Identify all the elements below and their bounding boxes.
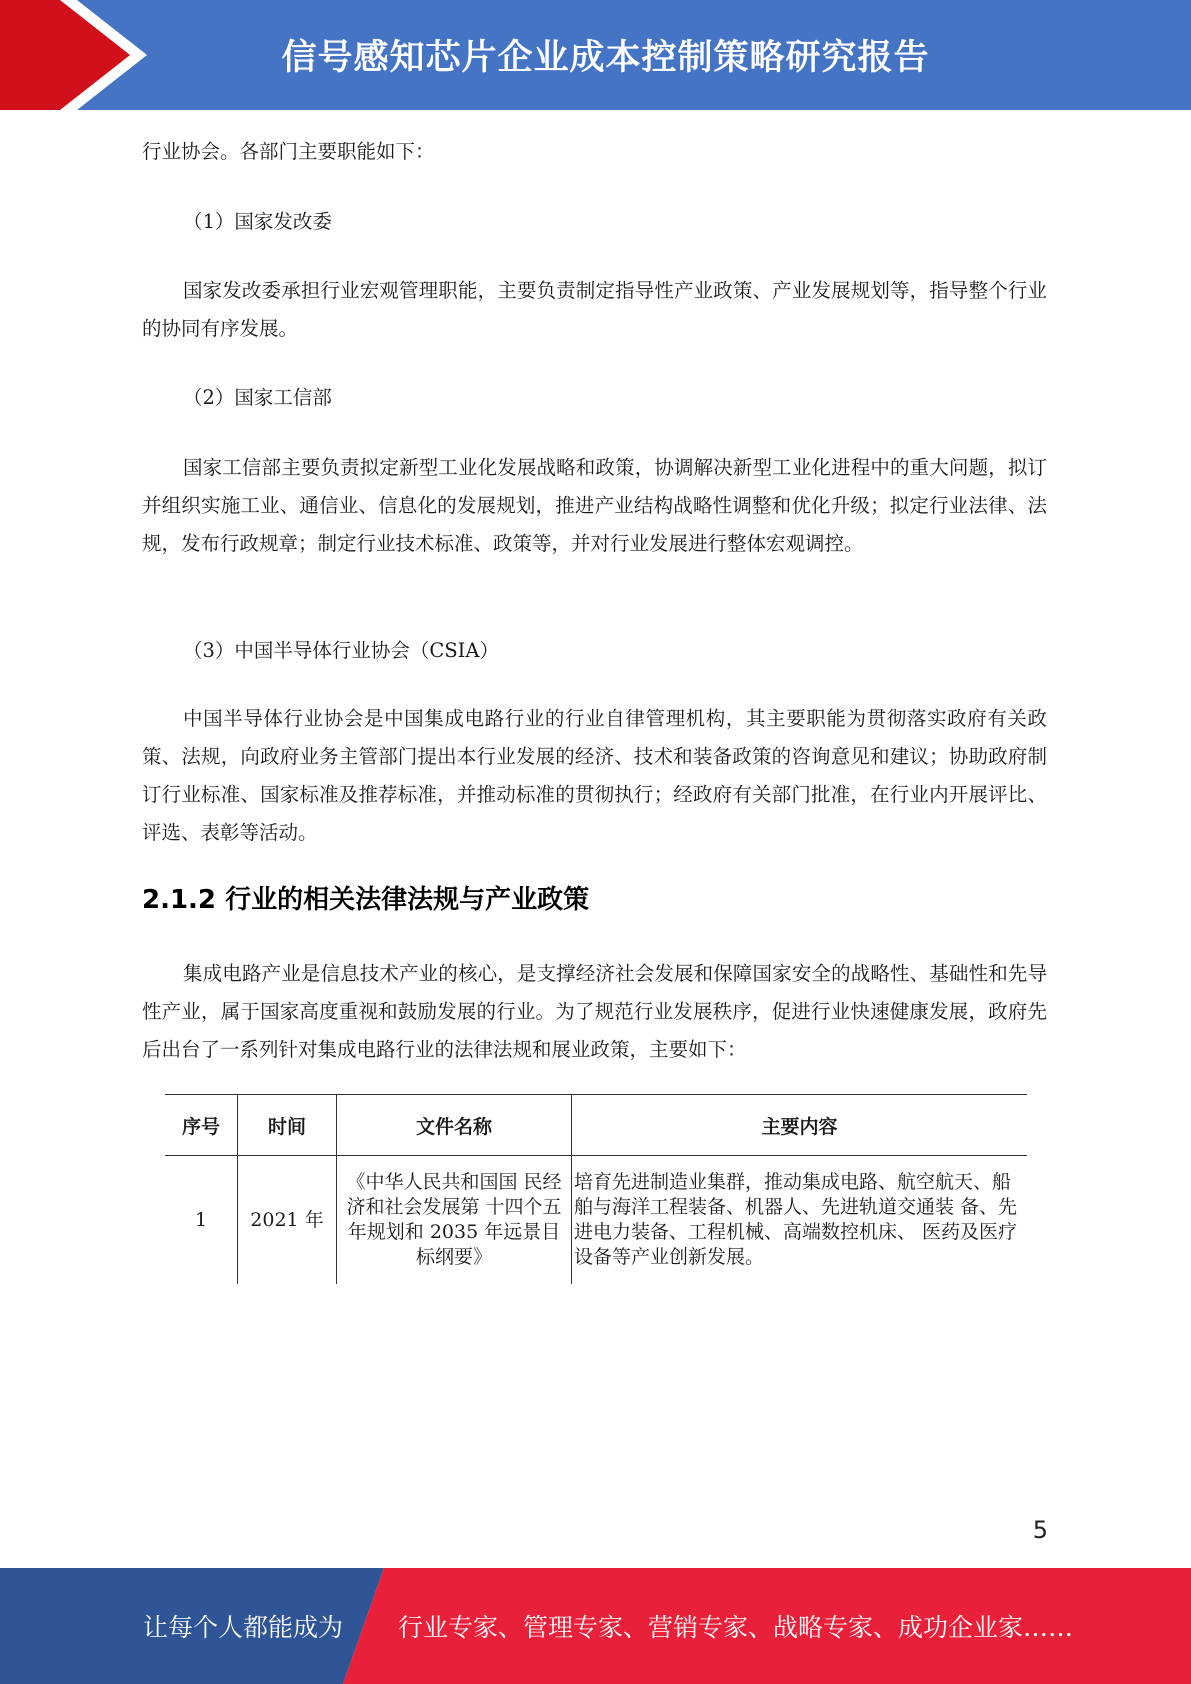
policy-table: [165, 1094, 1027, 1284]
col-header-doc: 文件名称: [337, 1095, 572, 1156]
report-title: 信号感知芯片企业成本控制策略研究报告: [281, 38, 930, 78]
cell-doc: 《中华人民共和国国 民经济和社会发展第 十四个五年规划和 2035 年远景目标纲要》: [337, 1156, 572, 1285]
col-header-content: 主要内容: [572, 1095, 1028, 1156]
item-heading-csia: （3）中国半导体行业协会（CSIA）: [183, 639, 499, 662]
item-text-csia: 中国半导体行业协会是中国集成电路行业的行业自律管理机构，其主要职能为贯彻落实政府有关政策、法规，向政府业务主管部门提出本行业发展的经济、技术和装备政策的咨询意见和建议；协助政府制订行业标准、国家标准及推荐标准，并推动标准的贯彻执行；经政府有关部门批准，在行业内开展评比、评选、表彰等活动。: [142, 707, 1047, 844]
section-text: 集成电路产业是信息技术产业的核心，是支撑经济社会发展和保障国家安全的战略性、基础性和先导性产业，属于国家高度重视和鼓励发展的行业。为了规范行业发展秩序，促进行业快速健康发展，政府先后出台了一系列针对集成电路行业的法律法规和展业政策，主要如下：: [142, 962, 1047, 1061]
cell-no: 1: [194, 1208, 208, 1231]
cell-content: 培育先进制造业集群，推动集成电路、航空航天、船舶与海洋工程装备、机器人、先进轨道交通装 备、先进电力装备、工程机械、高端数控机床、 医药及医疗设备等产业创新发展。: [572, 1156, 1028, 1285]
table-row: [165, 1156, 1027, 1285]
item-text-ndrc: 国家发改委承担行业宏观管理职能，主要负责制定指导性产业政策、产业发展规划等，指导整个行业的协同有序发展。: [142, 279, 1047, 340]
item-heading-miit: （2）国家工信部: [183, 386, 332, 409]
section-heading: 2.1.2 行业的相关法律法规与产业政策: [142, 885, 590, 915]
item-heading-ndrc: （1）国家发改委: [183, 210, 332, 233]
intro-text: 行业协会。各部门主要职能如下：: [142, 140, 435, 163]
col-header-no: 序号: [165, 1095, 238, 1156]
item-text-miit: 国家工信部主要负责拟定新型工业化发展战略和政策，协调解决新型工业化进程中的重大问题，拟订并组织实施工业、通信业、信息化的发展规划，推进产业结构战略性调整和优化升级；拟定行业法律、法规，发布行政规章；制定行业技术标准、政策等，并对行业发展进行整体宏观调控。: [142, 456, 1047, 555]
col-header-time: 时间: [238, 1095, 337, 1156]
page-header: [0, 0, 1191, 110]
table-header-row: [165, 1095, 1027, 1156]
footer-slogan-right: 行业专家、管理专家、营销专家、战略专家、成功企业家……: [398, 1613, 1074, 1642]
page-number: 5: [1032, 1516, 1048, 1544]
page-footer: [0, 1568, 1191, 1684]
cell-time: 2021 年: [238, 1156, 337, 1285]
footer-slogan-left: 让每个人都能成为: [143, 1613, 344, 1642]
